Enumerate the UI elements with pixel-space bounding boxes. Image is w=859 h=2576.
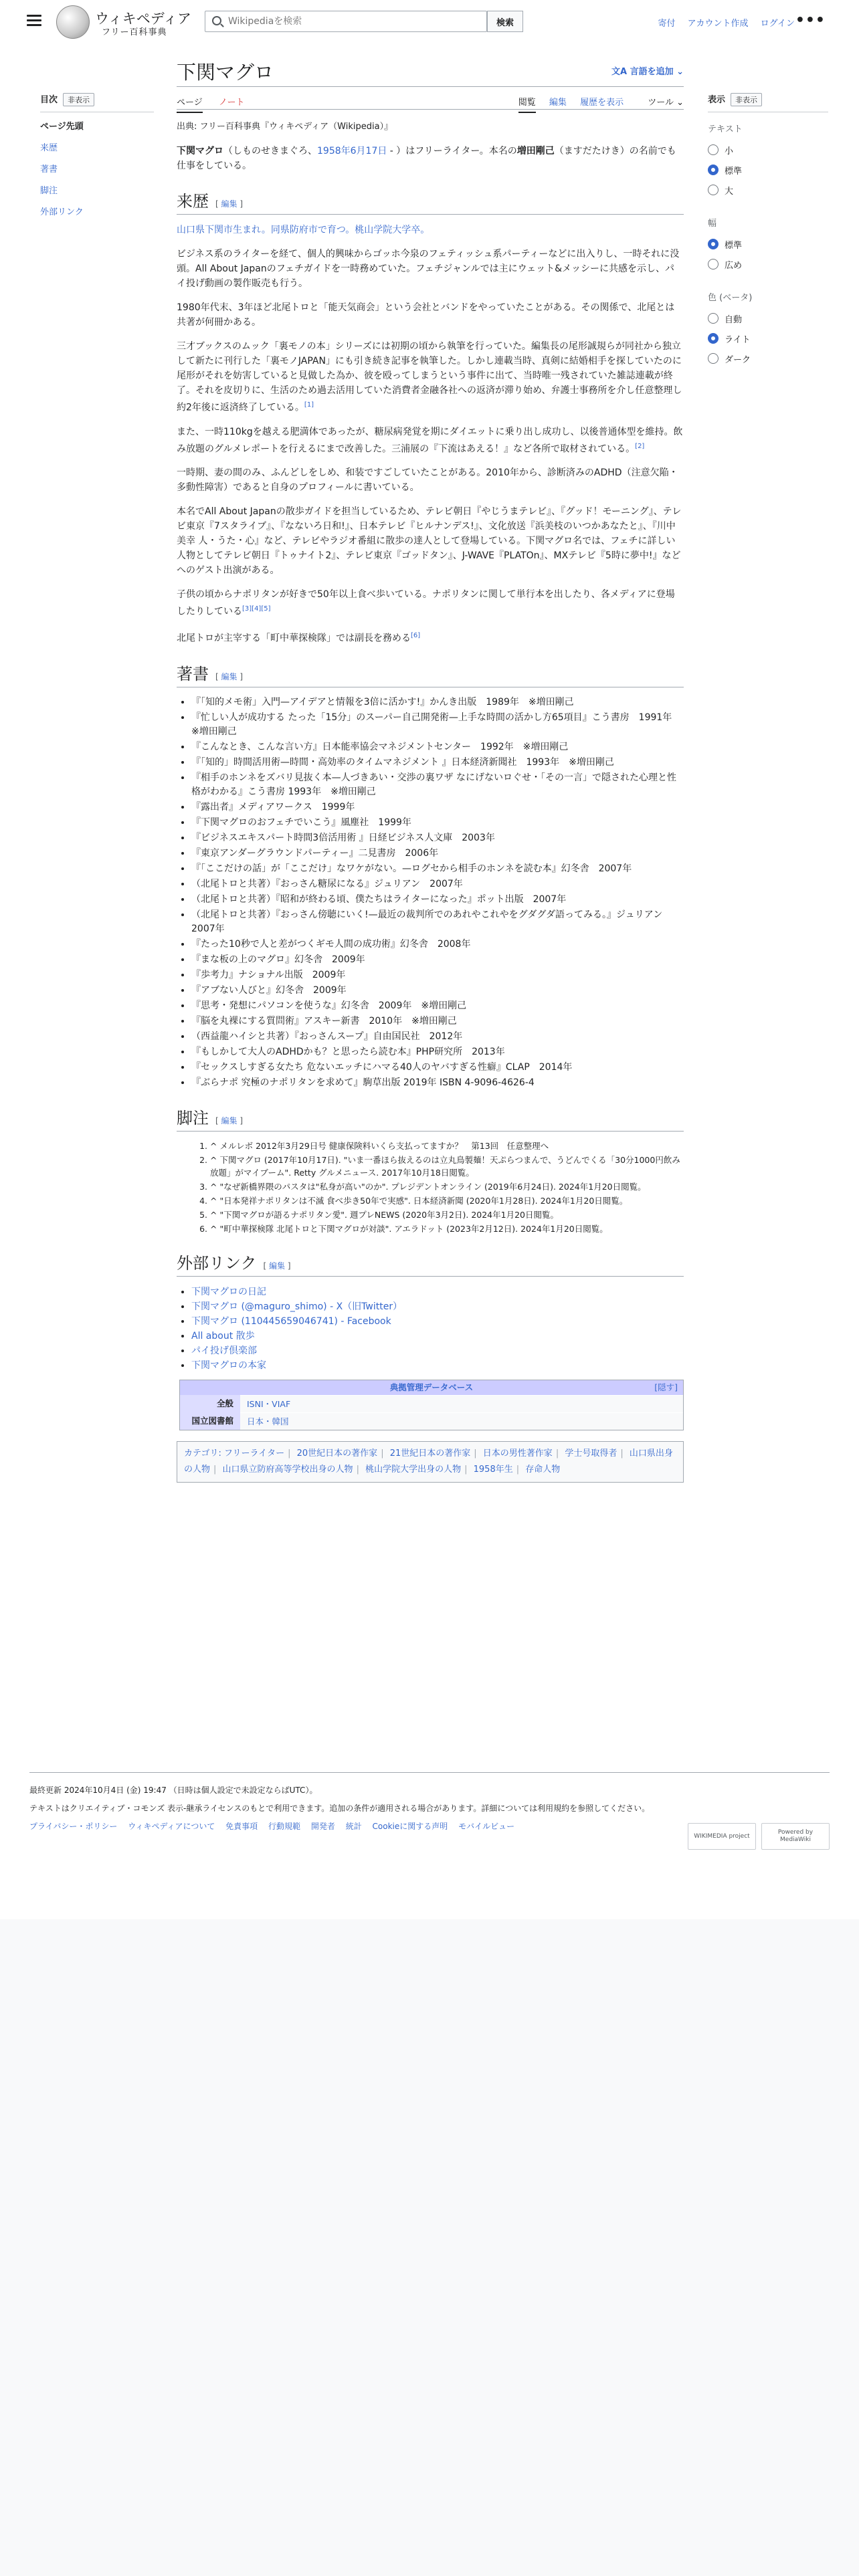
list-item: • 『東京アンダーグラウンドパーティー』二見書房 2006年: [191, 847, 684, 861]
footer-link[interactable]: Cookieに関する声明: [372, 1822, 448, 1831]
history-p7: 本名でAll About Japanの散歩ガイドを担当しているため、テレビ朝日『やじうまテレビ』、『グッド！モーニング』、テレビ東京『7スタライブ』、『なないろ日和!』、日本テレビ『ヒルナンデス!』、文化放送『浜美枝のいつかあなたと』、『川中美幸 人・うた・心』など、テレビやラジオ番組に散歩の達人として登場している。下関マグロ名では、フェチに詳しい人物としてテレビ朝日『トゥナイト2』、テレビ東京『ゴッドタン』、J-WAVE『PLATOn』、MXテレビ『5時に夢中!』などへのゲスト出演がある。: [177, 506, 682, 576]
intro-paragraph: 下関マグロ（しものせきまぐろ、1958年6月17日 - ）はフリーライター。本名の増田剛己（ますだたけき）の名前でも仕事をしている。: [177, 146, 676, 171]
edit-history-link[interactable]: [ 編集 ]: [215, 199, 243, 209]
list-item: • 『露出者』メディアワークス 1999年: [191, 800, 684, 815]
history-p9: 北尾トロが主宰する「町中華探検隊」では副長を務める[6]: [177, 631, 421, 644]
site-header: [0, 0, 859, 45]
category-link[interactable]: 山口県出身の人物: [184, 1448, 673, 1475]
edit-books-link[interactable]: [ 編集 ]: [215, 672, 243, 681]
width-label: 幅: [708, 219, 717, 229]
search-input[interactable]: [228, 15, 482, 28]
reference-item[interactable]: 2. ^ 下関マグロ (2017年10月17日). "いま一番ほら抜えるのは立丸鳥製麺！天ぷらつまんで、うどんでくる「30分1000円飲み放題」がマイブーム". Retty グルメニュース. 2017年10月18日閲覧。: [210, 1154, 684, 1179]
tab-tools[interactable]: ツール ⌄: [648, 98, 684, 108]
site-footer: [29, 1772, 830, 1843]
external-links-list: [191, 1285, 684, 1373]
authority-hide-button[interactable]: [隠す]: [654, 1382, 678, 1392]
list-item: • （北尾トロと共著）『おっさん糖尿になる』ジュリアン 2007年: [191, 877, 684, 891]
edit-external-link[interactable]: [ 編集 ]: [264, 1261, 291, 1271]
user-links: [648, 16, 795, 29]
books-list: [191, 695, 684, 1090]
list-item: • 『脳を丸裸にする質問術』アスキー新書 2010年 ※増田剛己: [191, 1014, 684, 1029]
width-wide[interactable]: 広め: [708, 254, 828, 274]
license-text: テキストはクリエイティブ・コモンズ 表示-継承ライセンスのもとで利用できます。追加の条件が適用される場合があります。詳細については利用規約を参照してください。: [29, 1804, 650, 1813]
last-updated: 最終更新 2024年10月4日 (金) 19:47 （日時は個人設定で未設定ならばUTC）。: [29, 1786, 318, 1795]
category-link[interactable]: 存命人物: [525, 1464, 561, 1475]
toc-hide-button[interactable]: 非表示: [63, 93, 94, 106]
search-box: [205, 11, 487, 32]
history-p8: 子供の頃からナポリタンが好きで50年以上食べ歩いている。ナポリタンに関して単行本を出したり、各メディアに登場したりしている[3][4][5]: [177, 589, 675, 617]
category-link[interactable]: 山口県立防府高等学校出身の人物: [222, 1464, 353, 1475]
list-item: • 『まな板の上のマグロ』幻冬舎 2009年: [191, 953, 684, 967]
list-item: • 『歩考力』ナショナル出版 2009年: [191, 968, 684, 982]
tab-talk[interactable]: ノート: [218, 98, 245, 108]
section-books: 著書[ 編集 ]: [177, 661, 684, 687]
list-item: • 『ビジネスエキスパート時間3倍活用術 』日経ビジネス人文庫 2003年: [191, 831, 684, 845]
color-dark[interactable]: ダーク: [708, 348, 828, 368]
list-item: • （西益龍ハイシと共著）『おっさんスープ』自由国民社 2012年: [191, 1030, 684, 1044]
appearance-panel: [708, 92, 828, 368]
tab-history[interactable]: 履歴を表示: [580, 98, 624, 108]
appearance-hide-button[interactable]: 非表示: [731, 93, 762, 106]
list-item: • （北尾トロと共著）『昭和が終わる頃、僕たちはライターになった』ポット出版 2007年: [191, 893, 684, 907]
footer-link[interactable]: 開発者: [310, 1822, 335, 1831]
history-p1: 山口県下関市生まれ。同県防府市で育つ。桃山学院大学卒。: [177, 225, 430, 235]
logo-subtitle: フリー百科事典: [102, 27, 167, 37]
list-item: • 『「知的」時間活用術—時間・高効率のタイムマネジメント 』日本経済新聞社 1993年 ※増田剛己: [191, 756, 684, 770]
toc-item-history[interactable]: 来歴: [40, 143, 58, 153]
page-title: 下関マグロ: [177, 58, 684, 87]
history-p5: また、一時110kgを越える肥満体であったが、糖尿病発覚を期にダイエットに乗り出し成功し、以後普通体型を維持。飲み放題のグルメレポートを行えるにまで改善した。三浦展の『下流はあえる！』など各所で取材されている。[2]: [177, 426, 683, 455]
section-history: 来歴[ 編集 ]: [177, 188, 684, 215]
section-notes: 脚注[ 編集 ]: [177, 1105, 684, 1132]
external-link[interactable]: 下関マグロの本家: [191, 1360, 266, 1371]
edit-notes-link[interactable]: [ 編集 ]: [215, 1116, 243, 1125]
external-link[interactable]: 下関マグロ (110445659046741) - Facebook: [191, 1315, 391, 1327]
category-link[interactable]: 1958年生: [473, 1464, 513, 1475]
list-item: • 『たった10秒で人と差がつくギモ人間の成功術』幻冬舎 2008年: [191, 938, 684, 952]
authority-title[interactable]: 典拠管理データベース: [389, 1382, 474, 1392]
history-p6: 一時期、妻の間のみ、ふんどしをしめ、和装ですごしていたことがある。2010年から、診断済みのADHD（注意欠陥・多動性障害）であると自身のプロフィールに書いている。: [177, 467, 678, 494]
more-options-icon[interactable]: •••: [795, 12, 826, 29]
text-size-standard[interactable]: 標準: [708, 160, 828, 180]
authority-value[interactable]: ISNI・VIAF: [247, 1399, 291, 1410]
footer-link[interactable]: 行動規範: [268, 1822, 301, 1831]
tab-read[interactable]: 閲覧: [518, 98, 536, 113]
list-item: • 『忙しい人が成功する たった「15分」のスーパー自己開発術—上手な時間の活かし方65項目』こう書房 1991年 ※増田剛己: [191, 711, 684, 739]
toc-heading: 目次 非表示: [40, 92, 154, 106]
tab-edit[interactable]: 編集: [549, 98, 567, 108]
list-item: • 『思考・発想にパソコンを使うな』幻冬舎 2009年 ※増田剛己: [191, 999, 684, 1013]
text-size-label: テキスト: [708, 124, 743, 134]
reference-item[interactable]: 4. ^ "日本発祥ナポリタンは不滅 食べ歩き50年で実感". 日本経済新聞 (2020年1月28日). 2024年1月20日閲覧。: [210, 1194, 684, 1207]
references-list: [210, 1140, 684, 1235]
reference-item[interactable]: 3. ^ "なぜ新橋界隈のパスタは"私身が高い"のか". プレジデントオンライン (2019年6月24日). 2024年1月20日閲覧。: [210, 1180, 684, 1193]
width-standard[interactable]: 標準: [708, 234, 828, 254]
history-p2: ビジネス系のライターを経て、個人的興味からゴッホ今泉のフェティッシュ系パーティーなどに出入りし、一時それに没頭。All About Japanのフェチガイドを一時務めていた。フェチジャンルでは主にウェット&メッシーに共感を示し、パイ投げ動画の製作販売も行う。: [177, 249, 680, 289]
footer-link[interactable]: プライバシー・ポリシー: [29, 1822, 118, 1831]
external-link[interactable]: パイ投げ倶楽部: [191, 1345, 257, 1356]
category-link[interactable]: 20世紀日本の著作家: [296, 1448, 378, 1459]
tab-page[interactable]: ページ: [177, 98, 203, 113]
source-note: 出典: フリー百科事典『ウィキペディア（Wikipedia）』: [177, 122, 393, 132]
history-p4: 三才ブックスのムック「裏モノの本」シリーズには初期の頃から執筆を行っていた。編集長の尾形誠規らが同社から独立して新たに刊行した「裏モノJAPAN」にも引き続き記事を執筆した。しかし連載当時、真剣に結婚相手を探していたのに尾形がそれを妨害していると見做した為か、彼を殴ってしまうという事件に出て、当時唯一残されていた雑誌連載が終了。それを皮切りに、生活のため過去活用していた消費者金融各社への返済が滞り始め、弁護士事務所を介し任意整理し約2年後に返済終了している。[1]: [177, 341, 682, 413]
donate-link[interactable]: 寄付: [658, 19, 676, 29]
category-link[interactable]: 学士号取得者: [565, 1448, 617, 1459]
text-size-small[interactable]: 小: [708, 140, 828, 160]
list-item: • 『セックスしすぎる女たち 危ないエッチにハマる40人のヤバすぎる性癖』CLAP 2014年: [191, 1061, 684, 1075]
list-item: • 『アブない人びと』幻冬舎 2009年: [191, 984, 684, 998]
list-item: • （北尾トロと共著）『おっさん傍聴にいく!—最近の裁判所でのあれやこれやをグダグダ語ってみる。』ジュリアン 2007年: [191, 908, 684, 936]
list-item: • 『こんなとき、こんな言い方』日本能率協会マネジメントセンター 1992年 ※増田剛己: [191, 740, 684, 754]
mediawiki-badge[interactable]: Powered by MediaWiki: [761, 1823, 830, 1850]
create-account-link[interactable]: アカウント作成: [687, 19, 749, 29]
category-link[interactable]: 桃山学院大学出身の人物: [365, 1464, 462, 1475]
categories-label[interactable]: カテゴリ:: [184, 1448, 221, 1459]
wikimedia-badge[interactable]: WIKIMEDIA project: [688, 1823, 756, 1850]
add-language-button[interactable]: 文A 言語を追加 ⌄: [611, 67, 684, 77]
search-icon: [212, 16, 221, 25]
section-external: 外部リンク[ 編集 ]: [177, 1250, 684, 1277]
category-links: カテゴリ: フリーライター | 20世紀日本の著作家 | 21世紀日本の著作家 | 日本の男性著作家 | 学士号取得者 | 山口県出身の人物 | 山口県立防府高等学校出身の人物 | 桃山学院大学出身の人物 | 1958年生 | 存命人物: [177, 1441, 684, 1483]
color-auto[interactable]: 自動: [708, 308, 828, 328]
article-content: [177, 58, 684, 1483]
color-label: 色 (ベータ): [708, 293, 753, 303]
wikipedia-globe-icon[interactable]: [56, 5, 90, 39]
category-link[interactable]: 日本の男性著作家: [482, 1448, 553, 1459]
footer-link[interactable]: モバイルビュー: [458, 1822, 515, 1831]
page-tabs: [177, 87, 684, 110]
table-of-contents: [40, 92, 154, 226]
toc-item-external[interactable]: 外部リンク: [40, 207, 84, 217]
toc-item-top[interactable]: ページ先頭: [40, 122, 84, 132]
list-item: • 『相手のホンネをズバリ見抜く本—人づきあい・交渉の裏ワザ なにげないロぐせ・「その一言」で隠された心理と性格がわかる』こう書房 1993年 ※増田剛己: [191, 771, 684, 799]
toc-item-notes[interactable]: 脚注: [40, 186, 58, 196]
authority-control-box: [179, 1380, 684, 1430]
color-light[interactable]: ライト: [708, 328, 828, 348]
reference-item[interactable]: 6. ^ "町中華探検隊 北尾トロと下関マグロが対談". アエラドット (2023年2月12日). 2024年1月20日閲覧。: [210, 1222, 684, 1235]
authority-key: 全般: [180, 1395, 240, 1412]
appearance-heading: 表示 非表示: [708, 92, 828, 106]
footer-link[interactable]: 統計: [345, 1822, 362, 1831]
list-item: • 『下関マグロのおフェチでいこう』風塵社 1999年: [191, 816, 684, 830]
logo-title[interactable]: ウィキペディア: [95, 11, 192, 27]
main-menu-icon[interactable]: [27, 15, 41, 27]
reference-item[interactable]: 5. ^ "下関マグロが語るナポリタン愛". 週プレNEWS (2020年3月2日). 2024年1月20日閲覧。: [210, 1208, 684, 1221]
list-item: • 『ぶらナポ 究極のナポリタンを求めて』駒草出版 2019年 ISBN 4-9096-4626-4: [191, 1076, 684, 1090]
authority-key: 国立図書館: [180, 1412, 240, 1430]
list-item: • 『「ここだけの話」が「ここだけ」なワケがない。—ログセから相手のホンネを読む本』幻冬舎 2007年: [191, 862, 684, 876]
external-link[interactable]: 下関マグロ (@maguro_shimo) - X（旧Twitter）: [191, 1301, 403, 1312]
list-item: • 『「知的メモ術」入門—アイデアと情報を3倍に活かす!』かんき出版 1989年 ※増田剛己: [191, 695, 684, 710]
external-link[interactable]: 下関マグロの日記: [191, 1286, 266, 1297]
login-link[interactable]: ログイン: [760, 19, 795, 29]
history-p3: 1980年代末、3年ほど北尾トロと「能天気商会」という会社とバンドをやっていたことがある。その関係で、北尾とは共著が何冊かある。: [177, 302, 675, 328]
list-item: • 『もしかして大人のADHDかも？と思ったら読む本』PHP研究所 2013年: [191, 1045, 684, 1059]
birthdate-link[interactable]: 1958年6月17日: [317, 146, 387, 156]
search-button[interactable]: 検索: [487, 11, 523, 32]
external-link[interactable]: All about 散歩: [191, 1330, 255, 1341]
toc-item-books[interactable]: 著書: [40, 165, 58, 175]
reference-item[interactable]: 1. ^ メルレボ 2012年3月29日号 健康保険料いくら支払ってますか？ 第13回 任意整理へ: [210, 1140, 684, 1152]
footer-link[interactable]: ウィキペディアについて: [128, 1822, 215, 1831]
text-size-large[interactable]: 大: [708, 180, 828, 200]
category-link[interactable]: 21世紀日本の著作家: [389, 1448, 471, 1459]
footer-link[interactable]: 免責事項: [225, 1822, 258, 1831]
category-link[interactable]: フリーライター: [224, 1448, 285, 1459]
authority-value[interactable]: 日本・韓国: [247, 1416, 289, 1427]
